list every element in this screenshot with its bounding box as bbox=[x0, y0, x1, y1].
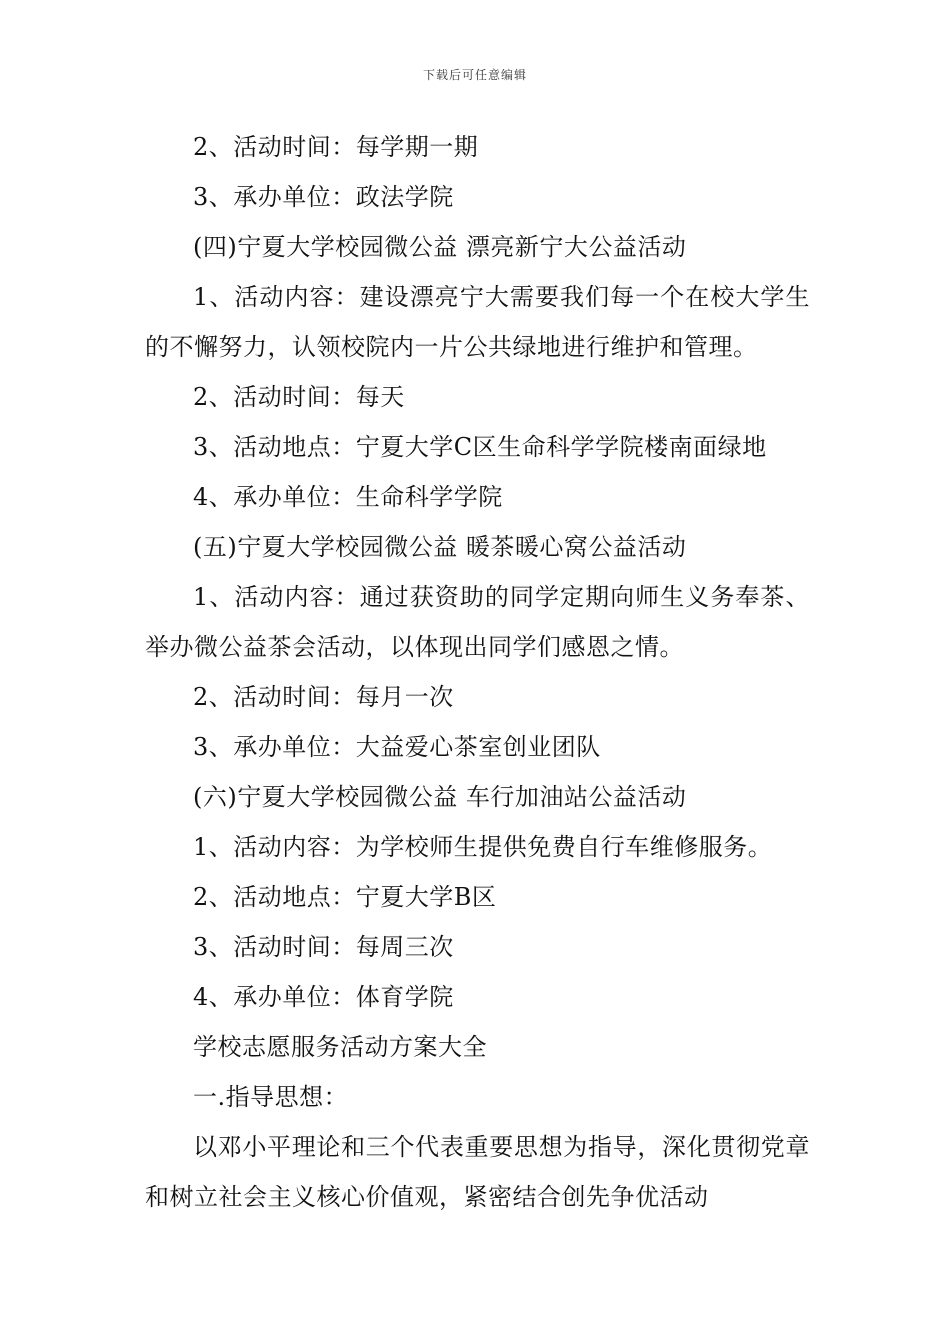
section-heading: (五)宁夏大学校园微公益 暖茶暖心窝公益活动 bbox=[193, 533, 687, 561]
paragraph: 3、承办单位：政法学院 bbox=[193, 183, 454, 211]
paragraph: 4、承办单位：体育学院 bbox=[193, 983, 454, 1011]
paragraph: 4、承办单位：生命科学学院 bbox=[193, 483, 503, 511]
paragraph: 3、活动时间：每周三次 bbox=[193, 933, 454, 961]
paragraph: 2、活动时间：每天 bbox=[193, 383, 405, 411]
paragraph: 3、承办单位：大益爱心茶室创业团队 bbox=[193, 733, 601, 761]
paragraph: 以邓小平理论和三个代表重要思想为指导，深化贯彻党章和树立社会主义核心价值观，紧密结合创先争优活动 bbox=[145, 1133, 810, 1211]
page-header-note: 下载后可任意编辑 bbox=[422, 68, 527, 82]
document-body bbox=[145, 122, 810, 1222]
paragraph: 2、活动时间：每月一次 bbox=[193, 683, 454, 711]
paragraph: 1、活动内容：为学校师生提供免费自行车维修服务。 bbox=[193, 833, 773, 861]
paragraph: 2、活动地点：宁夏大学B区 bbox=[193, 883, 497, 911]
paragraph: 3、活动地点：宁夏大学C区生命科学学院楼南面绿地 bbox=[193, 433, 767, 461]
paragraph: 1、活动内容：通过获资助的同学定期向师生义务奉茶、举办微公益茶会活动，以体现出同学们感恩之情。 bbox=[145, 583, 810, 661]
section-heading: (四)宁夏大学校园微公益 漂亮新宁大公益活动 bbox=[193, 233, 687, 261]
section-heading: 一.指导思想： bbox=[193, 1083, 349, 1111]
paragraph: 1、活动内容：建设漂亮宁大需要我们每一个在校大学生的不懈努力，认领校院内一片公共绿地进行维护和管理。 bbox=[145, 283, 810, 361]
document-title: 学校志愿服务活动方案大全 bbox=[193, 1033, 487, 1061]
section-heading: (六)宁夏大学校园微公益 车行加油站公益活动 bbox=[193, 783, 687, 811]
paragraph: 2、活动时间：每学期一期 bbox=[193, 133, 479, 161]
